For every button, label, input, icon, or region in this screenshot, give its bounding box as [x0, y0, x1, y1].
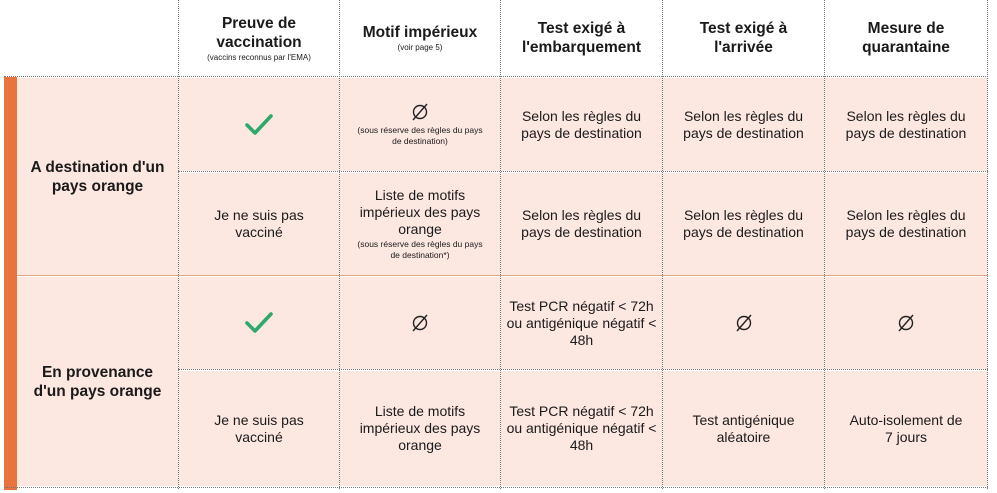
row1-quarantaine	[825, 78, 987, 171]
row3-test-embarquement-text: Test PCR négatif < 72h ou antigénique négatif < 48h	[506, 297, 657, 348]
divider	[824, 0, 825, 489]
orange-accent-bar	[4, 77, 17, 490]
divider	[500, 0, 501, 489]
divider	[662, 0, 663, 489]
row2-motif-note: (sous réserve des règles du pays de destination*)	[357, 239, 483, 260]
empty-set-icon	[410, 313, 430, 333]
row4-quarantaine	[825, 371, 987, 486]
row4-test-embarquement	[501, 371, 662, 486]
header-motif	[340, 0, 500, 76]
check-icon	[244, 311, 274, 335]
header-motif-label: Motif impérieux	[362, 24, 478, 41]
row2-motif	[340, 173, 500, 275]
divider	[178, 369, 988, 370]
row2-preuve-text: Je ne suis pas vacciné	[214, 207, 304, 240]
divider	[178, 0, 179, 489]
header-quarantaine-label: Mesure de quarantaine	[862, 20, 950, 56]
header-test-arrivee-label: Test exigé à l'arrivée	[699, 20, 788, 56]
divider	[178, 171, 988, 172]
header-test-arrivee	[663, 0, 824, 76]
row2-test-embarquement	[501, 173, 662, 275]
row4-test-arrivee-text: Test antigénique aléatoire	[692, 411, 795, 445]
row1-test-arrivee-text: Selon les règles du pays de destination	[683, 107, 804, 141]
check-icon	[244, 113, 274, 137]
group-provenance-label: En provenance d'un pays orange	[33, 363, 162, 400]
row1-quarantaine-text: Selon les règles du pays de destination	[845, 107, 967, 141]
header-test-embarquement-label: Test exigé à l'embarquement	[521, 20, 642, 56]
header-vaccination	[179, 0, 339, 76]
row2-preuve	[179, 173, 339, 275]
row4-motif	[340, 371, 500, 486]
divider	[987, 0, 988, 489]
row3-motif	[340, 277, 500, 369]
row2-test-embarquement-text: Selon les règles du pays de destination	[521, 207, 642, 240]
row3-test-embarquement	[501, 277, 662, 369]
row1-preuve	[179, 78, 339, 171]
row3-quarantaine	[825, 277, 987, 369]
row1-test-embarquement-text: Selon les règles du pays de destination	[521, 107, 642, 141]
row2-test-arrivee	[663, 173, 824, 275]
empty-set-icon	[896, 313, 916, 333]
group-destination-label: A destination d'un pays orange	[30, 158, 165, 195]
header-quarantaine	[825, 0, 987, 76]
empty-set-icon	[734, 313, 754, 333]
row1-motif	[340, 78, 500, 171]
divider	[339, 0, 340, 489]
row2-quarantaine-text: Selon les règles du pays de destination	[845, 207, 967, 240]
row4-test-embarquement-text: Test PCR négatif < 72h ou antigénique négatif < 48h	[506, 403, 657, 453]
row2-test-arrivee-text: Selon les règles du pays de destination	[683, 207, 804, 240]
header-vaccination-sub: (vaccins reconnus par l'EMA)	[207, 52, 311, 62]
divider	[4, 487, 988, 488]
row2-motif-text: Liste de motifs impérieux des pays orange	[359, 187, 481, 237]
row4-test-arrivee	[663, 371, 824, 486]
group-destination	[17, 78, 178, 275]
row1-test-embarquement	[501, 78, 662, 171]
header-vaccination-label: Preuve de vaccination	[216, 14, 302, 51]
row4-preuve-text: Je ne suis pas vacciné	[214, 411, 304, 445]
row4-motif-text: Liste de motifs impérieux des pays orange	[359, 403, 481, 453]
group-separator	[17, 275, 988, 276]
row4-quarantaine-text: Auto-isolement de 7 jours	[849, 411, 963, 445]
divider	[4, 76, 988, 77]
row2-quarantaine	[825, 173, 987, 275]
row4-preuve	[179, 371, 339, 486]
row1-test-arrivee	[663, 78, 824, 171]
row1-motif-note: (sous réserve des règles du pays de destination)	[357, 125, 483, 146]
row3-test-arrivee	[663, 277, 824, 369]
empty-set-icon	[410, 102, 430, 122]
header-motif-sub: (voir page 5)	[397, 43, 443, 52]
header-test-embarquement	[501, 0, 662, 76]
row3-preuve	[179, 277, 339, 369]
group-provenance	[17, 277, 178, 486]
